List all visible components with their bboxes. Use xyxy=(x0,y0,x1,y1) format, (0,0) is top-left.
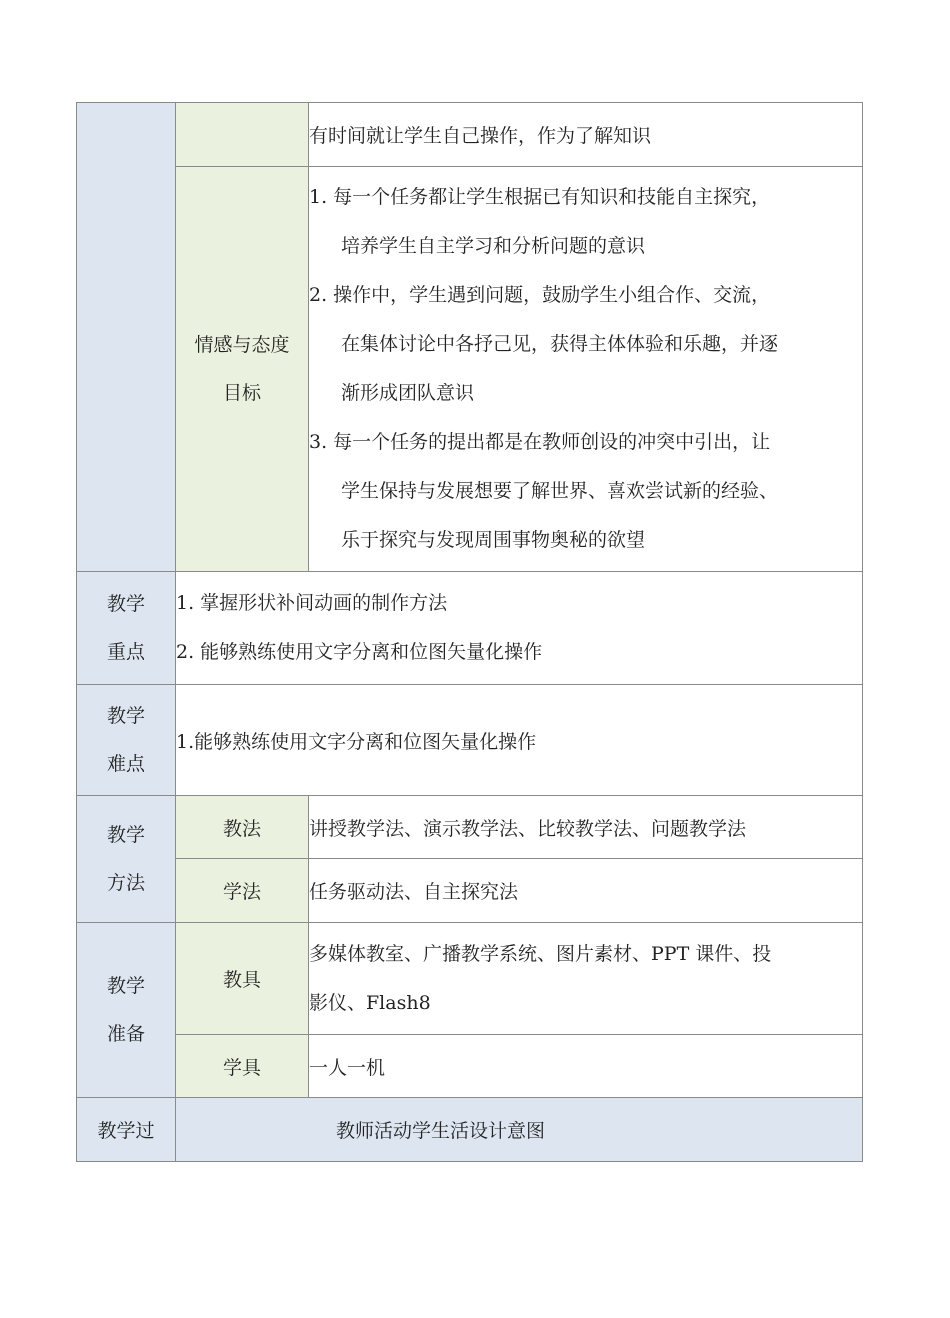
lesson-plan-table xyxy=(76,102,863,1162)
continued-subcategory-cell xyxy=(176,103,309,167)
prep-label: 教学 准备 xyxy=(77,923,176,1098)
affective-item-3: 3. 每一个任务的提出都是在教师创设的冲突中引出，让 学生保持与发展想要了解世界、喜欢尝试新的经验、 乐于探究与发现周围事物奥秘的欲望 xyxy=(309,431,779,551)
methods-label: 教学 方法 xyxy=(77,796,176,923)
top-row-text: 有时间就让学生自己操作，作为了解知识 xyxy=(309,103,863,167)
teaching-tools-label: 教具 xyxy=(176,923,309,1035)
teach-method-label: 教法 xyxy=(176,796,309,859)
teaching-tools-value: 多媒体教室、广播教学系统、图片素材、PPT 课件、投 影仪、Flash8 xyxy=(309,923,863,1035)
prep-tools-row xyxy=(77,923,863,1035)
student-tools-value: 一人一机 xyxy=(309,1035,863,1098)
methods-learn-row xyxy=(77,859,863,923)
affective-goals-content xyxy=(309,167,863,572)
affective-item-1: 1. 每一个任务都让学生根据已有知识和技能自主探究， 培养学生自主学习和分析问题的意识 xyxy=(309,186,771,257)
process-row xyxy=(77,1098,863,1162)
key-points-label: 教学 重点 xyxy=(77,572,176,685)
key-point-1: 1. 掌握形状补间动画的制作方法 xyxy=(176,592,448,614)
top-row xyxy=(77,103,863,167)
learn-method-label: 学法 xyxy=(176,859,309,923)
affective-label-line1: 情感与态度 xyxy=(194,334,290,356)
student-tools-label: 学具 xyxy=(176,1035,309,1098)
process-label: 教学过 xyxy=(77,1098,176,1162)
affective-item-2: 2. 操作中，学生遇到问题，鼓励学生小组合作、交流， 在集体讨论中各抒己见，获得主体体验和乐趣，并逐 渐形成团队意识 xyxy=(309,284,779,404)
difficulties-row xyxy=(77,685,863,796)
affective-goals-row xyxy=(77,167,863,572)
continued-category-cell xyxy=(77,103,176,572)
teach-method-value: 讲授教学法、演示教学法、比较教学法、问题教学法 xyxy=(309,796,863,859)
key-point-2: 2. 能够熟练使用文字分离和位图矢量化操作 xyxy=(176,641,543,663)
affective-goals-label xyxy=(176,167,309,572)
difficulties-content: 1.能够熟练使用文字分离和位图矢量化操作 xyxy=(176,685,863,796)
affective-label-line2: 目标 xyxy=(222,382,261,404)
difficulties-label: 教学 难点 xyxy=(77,685,176,796)
prep-student-row xyxy=(77,1035,863,1098)
key-points-row xyxy=(77,572,863,685)
learn-method-value: 任务驱动法、自主探究法 xyxy=(309,859,863,923)
key-points-content xyxy=(176,572,863,685)
process-header: 教师活动学生活设计意图 xyxy=(176,1098,863,1162)
methods-teach-row xyxy=(77,796,863,859)
